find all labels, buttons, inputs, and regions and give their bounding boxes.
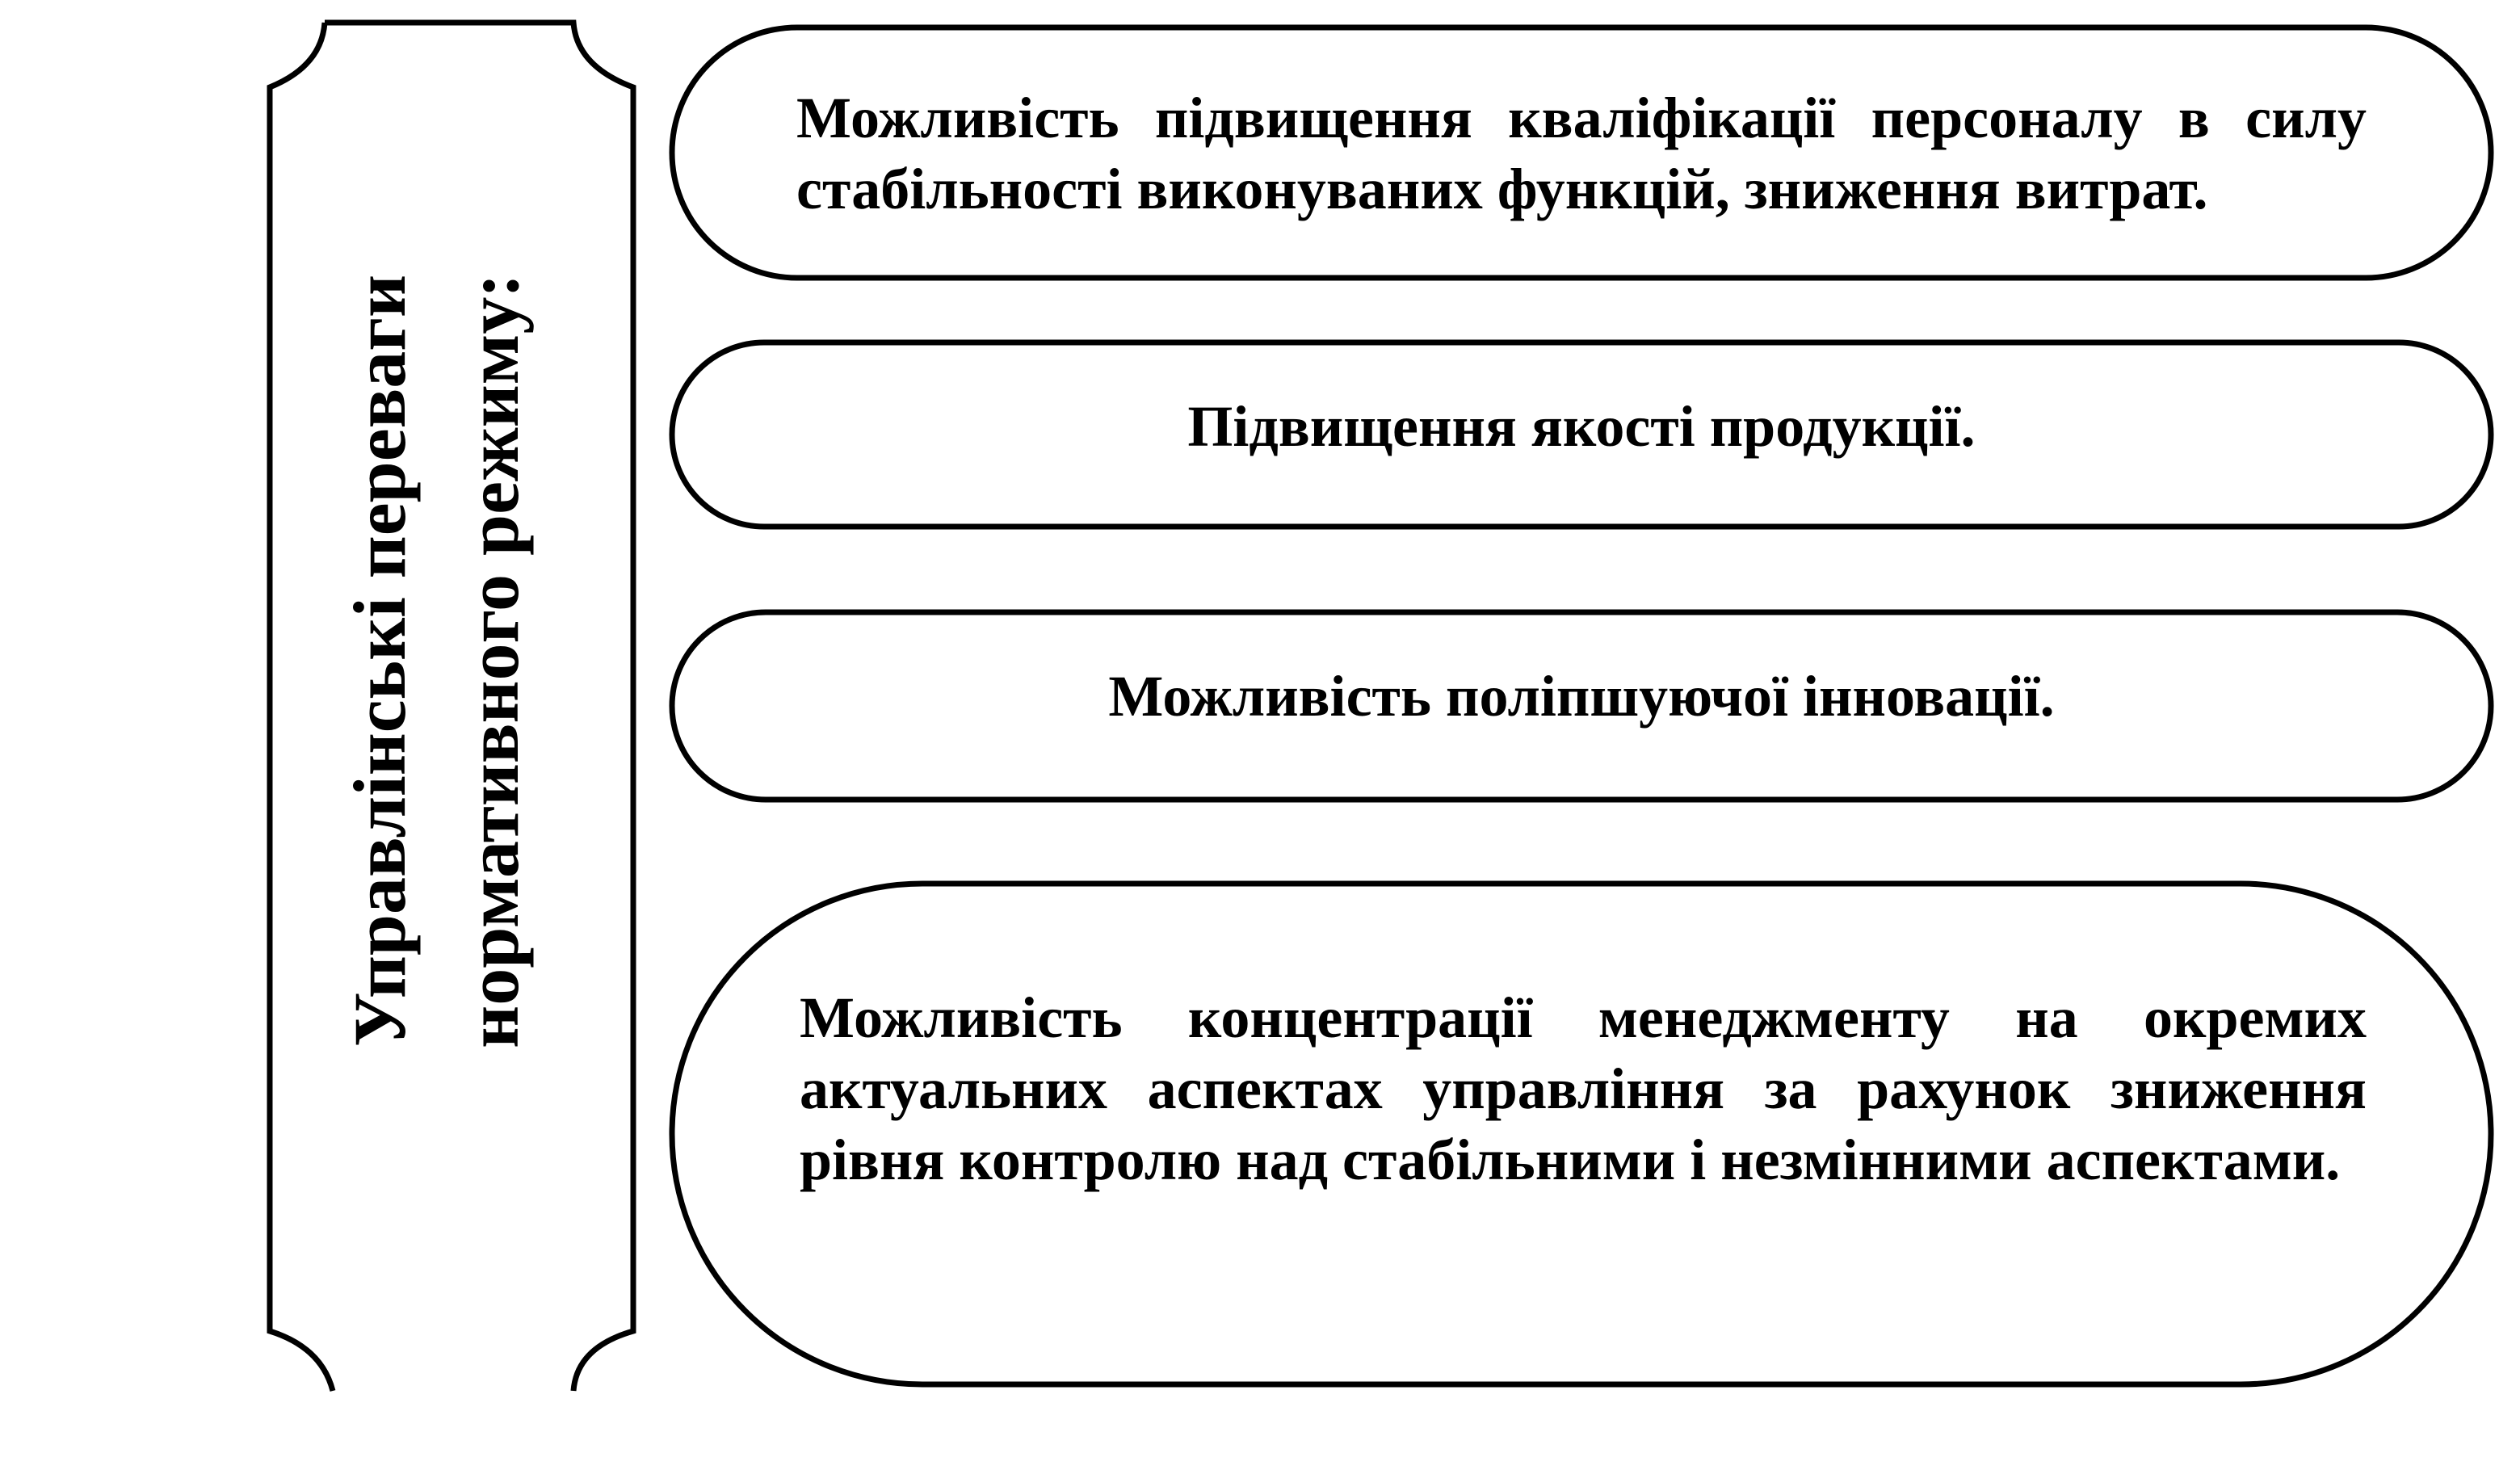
advantage-text-4: Можливість концентрації менеджменту на окремих актуальних аспектах управління за рахунок зниження рівня контролю над стабільними і незмінними аспектами. [800, 985, 2367, 1192]
side-panel-title-line-2: нормативного режиму: [452, 273, 534, 1048]
side-panel-title-line-1: Управлінські переваги [338, 274, 421, 1048]
advantage-text-1: Можливість підвищення кваліфікації персоналу в силу стабільності виконуваних функцій, зниження витрат. [796, 86, 2367, 221]
side-panel-title [323, 176, 549, 1145]
advantage-text-2: Підвищення якості продукції. [1187, 394, 1976, 459]
advantage-text-3: Можливість поліпшуючої інновації. [1108, 664, 2055, 729]
